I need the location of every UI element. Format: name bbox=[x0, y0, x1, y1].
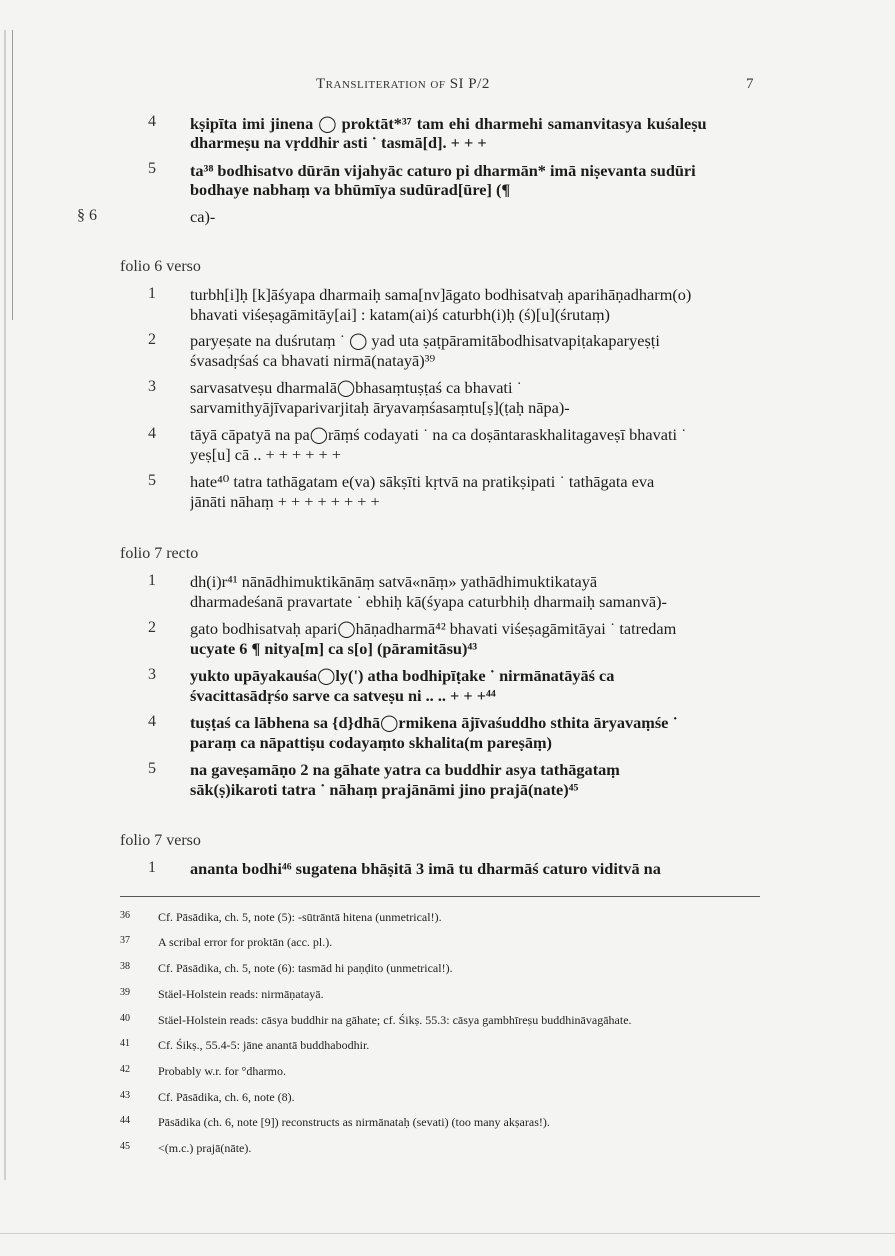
text-line: tāyā cāpatyā na pa◯rāṃś codayati ˙ na ca doṣāntaraskhalitagaveṣī bhavati ˙ bbox=[190, 425, 687, 444]
scan-edge-bottom bbox=[0, 1233, 895, 1234]
footnote bbox=[120, 1114, 780, 1129]
footnote-number: 42 bbox=[120, 1064, 130, 1075]
text-line: ananta bodhi⁴⁶ sugatena bhāṣitā 3 imā tu dharmāś caturo viditvā na bbox=[190, 859, 661, 878]
footnote-number: 37 bbox=[120, 935, 130, 946]
footnote-number: 38 bbox=[120, 961, 130, 972]
section-mark: § 6 bbox=[77, 207, 97, 224]
footnote-text: A scribal error for proktān (acc. pl.). bbox=[158, 935, 333, 949]
footnote-number: 36 bbox=[120, 910, 130, 921]
text-line: kṣipīta imi jinena ◯ proktāt*³⁷ tam ehi dharmehi samanvitasya kuśaleṣu bbox=[190, 114, 707, 133]
folio-heading: folio 7 verso bbox=[120, 832, 201, 849]
text-line: bhavati viśeṣagāmitāy[ai] : katam(ai)ś caturbh(i)ḥ (ś)[u](śrutaṃ) bbox=[190, 305, 610, 324]
line-number: 2 bbox=[148, 331, 156, 348]
line-number: 3 bbox=[148, 666, 156, 683]
footnote-number: 44 bbox=[120, 1115, 130, 1126]
footnote-text: Stäel-Holstein reads: cāsya buddhir na gāhate; cf. Śikṣ. 55.3: cāsya gambhīreṣu buddhināvagāhate. bbox=[158, 1013, 632, 1027]
footnote bbox=[120, 1140, 780, 1155]
footnote-number: 45 bbox=[120, 1141, 130, 1152]
footnote-number: 41 bbox=[120, 1038, 130, 1049]
text-line: na gaveṣamāṇo 2 na gāhate yatra ca buddhir asya tathāgataṃ bbox=[190, 760, 620, 779]
footnote bbox=[120, 960, 780, 975]
footnote-text: Stäel-Holstein reads: nirmāṇatayā. bbox=[158, 987, 324, 1001]
text-line: ucyate 6 ¶ nitya[m] ca s[o] (pāramitāsu)⁴³ bbox=[190, 639, 478, 658]
footnote bbox=[120, 986, 780, 1001]
footnote-text: Cf. Śikṣ., 55.4-5: jāne anantā buddhabodhir. bbox=[158, 1038, 370, 1052]
footnote bbox=[120, 1089, 780, 1104]
text-line: turbh[i]ḥ [k]āśyapa dharmaiḥ sama[nv]āgato bodhisatvaḥ aparihāṇadharm(o) bbox=[190, 285, 692, 304]
line-number: 4 bbox=[148, 713, 156, 730]
line-number: 1 bbox=[148, 859, 156, 876]
footnote bbox=[120, 934, 780, 949]
text-line: bodhaye nabhaṃ va bhūmīya sudūrad[ūre] (¶ bbox=[190, 180, 511, 199]
text-line: ta³⁸ bodhisatvo dūrān vijahyāc caturo pi dharmān* imā niṣevanta sudūri bbox=[190, 161, 696, 180]
folio-heading: folio 7 recto bbox=[120, 545, 199, 562]
footnote-text: Cf. Pāsādika, ch. 5, note (5): -sūtrāntā hitena (unmetrical!). bbox=[158, 910, 442, 924]
footnote-text: Cf. Pāsādika, ch. 6, note (8). bbox=[158, 1090, 295, 1104]
page-number: 7 bbox=[746, 76, 754, 92]
line-number: 5 bbox=[148, 160, 156, 177]
text-line: dh(i)r⁴¹ nānādhimuktikānāṃ satvā«nāṃ» yathādhimuktikatayā bbox=[190, 572, 598, 591]
footnote-number: 43 bbox=[120, 1090, 130, 1101]
line-number: 1 bbox=[148, 285, 156, 302]
text-line: sarvamithyājīvaparivarjitaḥ āryavaṃśasaṃtu[ṣ](ṭaḥ nāpa)- bbox=[190, 398, 570, 417]
footnote-number: 40 bbox=[120, 1013, 130, 1024]
text-line: dharmeṣu na vṛddhir asti ˙ tasmā[d]. + + + bbox=[190, 133, 487, 152]
footnote-text: <(m.c.) prajā(nāte). bbox=[158, 1141, 252, 1155]
text-line: sāk(ṣ)ikaroti tatra ˙ nāhaṃ prajānāmi jino prajā(nate)⁴⁵ bbox=[190, 780, 579, 799]
text-line: paraṃ ca nāpattiṣu codayaṃto skhalita(m pareṣāṃ) bbox=[190, 733, 552, 752]
text-line: jānāti nāhaṃ + + + + + + + + bbox=[190, 492, 380, 511]
line-number: 5 bbox=[148, 472, 156, 489]
text-line: ca)- bbox=[190, 207, 216, 226]
text-line: śvasadṛśaś ca bhavati nirmā(natayā)³⁹ bbox=[190, 351, 436, 370]
text-line: sarvasatveṣu dharmalā◯bhasaṃtuṣṭaś ca bhavati ˙ bbox=[190, 378, 522, 397]
text-line: yukto upāyakauśa◯ly(') atha bodhipīṭake ˙ nirmānatāyāś ca bbox=[190, 666, 615, 685]
running-header bbox=[0, 76, 895, 98]
text-line: tuṣṭaś ca lābhena sa {d}dhā◯rmikena ājīvaśuddho sthita āryavaṃśe ˙ bbox=[190, 713, 678, 732]
footnote bbox=[120, 1063, 780, 1078]
text-line: yeṣ[u] cā .. + + + + + + bbox=[190, 445, 341, 464]
text-line: dharmadeśanā pravartate ˙ ebhiḥ kā(śyapa caturbhiḥ dharmaiḥ samanvā)- bbox=[190, 592, 667, 611]
line-number: 4 bbox=[148, 113, 156, 130]
footnote-text: Pāsādika (ch. 6, note [9]) reconstructs as nirmānataḥ (sevati) (too many akṣaras!). bbox=[158, 1115, 550, 1129]
line-number: 4 bbox=[148, 425, 156, 442]
text-line: paryeṣate na duśrutaṃ ˙ ◯ yad uta ṣaṭpāramitābodhisatvapiṭakaparyeṣṭi bbox=[190, 331, 660, 350]
line-number: 1 bbox=[148, 572, 156, 589]
header-title: Transliteration of SI P/2 bbox=[316, 76, 490, 92]
footnote bbox=[120, 909, 780, 924]
scan-edge-mark bbox=[12, 30, 13, 320]
folio-heading: folio 6 verso bbox=[120, 258, 201, 275]
footnote-number: 39 bbox=[120, 987, 130, 998]
footnote-rule bbox=[120, 896, 760, 897]
footnote bbox=[120, 1012, 780, 1027]
footnote bbox=[120, 1037, 780, 1052]
text-line: śvacittasādṛśo sarve ca satveṣu ni .. .. + + +⁴⁴ bbox=[190, 686, 496, 705]
footnote-text: Cf. Pāsādika, ch. 5, note (6): tasmād hi paṇḍito (unmetrical!). bbox=[158, 961, 453, 975]
line-number: 2 bbox=[148, 619, 156, 636]
text-line: gato bodhisatvaḥ apari◯hāṇadharmā⁴² bhavati viśeṣagāmitāyai ˙ tatredam bbox=[190, 619, 677, 638]
text-line: hate⁴⁰ tatra tathāgatam e(va) sākṣīti kṛtvā na pratikṣipati ˙ tathāgata eva bbox=[190, 472, 655, 491]
line-number: 5 bbox=[148, 760, 156, 777]
footnote-text: Probably w.r. for °dharmo. bbox=[158, 1064, 286, 1078]
scan-edge-left bbox=[4, 30, 6, 1180]
line-number: 3 bbox=[148, 378, 156, 395]
